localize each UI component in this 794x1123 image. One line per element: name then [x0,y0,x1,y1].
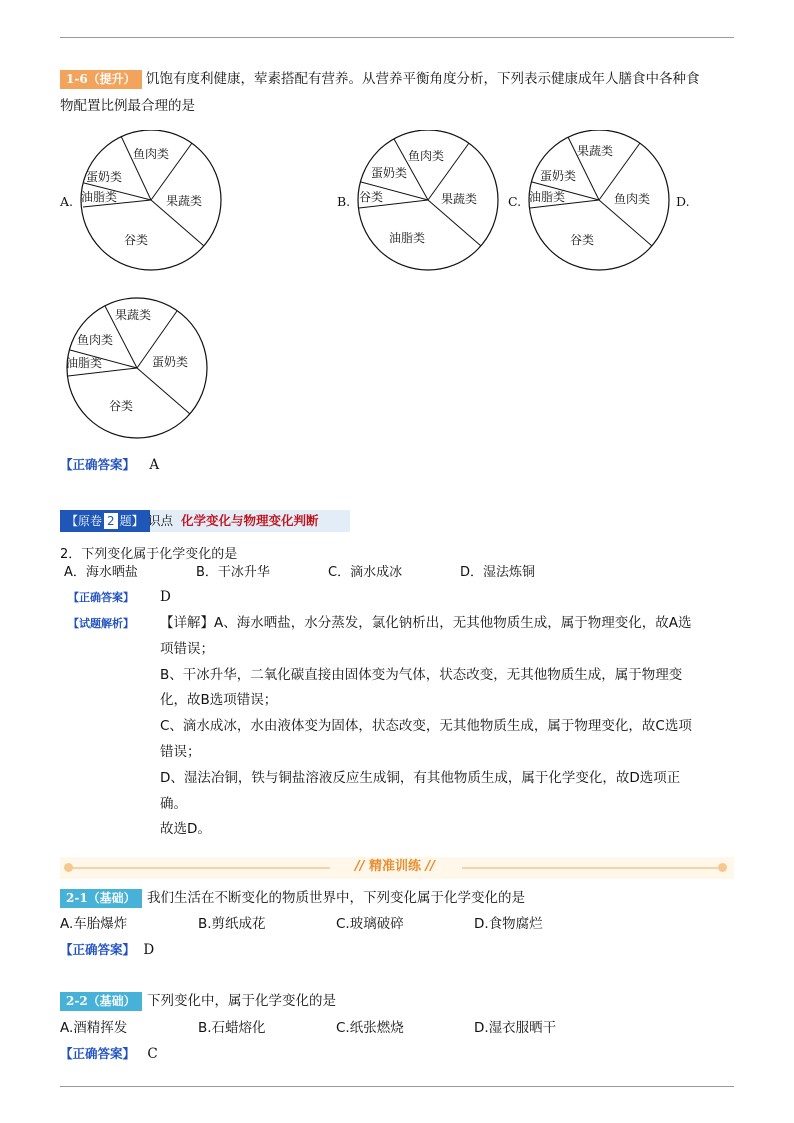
slice-label: 蛋奶类 [152,355,189,369]
slice-label: 果蔬类 [577,144,614,158]
option-d-letter[interactable]: D. [676,194,690,209]
q22-tag: 2-2（基础） [60,992,142,1011]
analysis-line: 化，故B选项错误； [160,692,278,709]
slice-label: 谷类 [359,190,384,204]
slice-label: 谷类 [109,399,134,413]
original-tag-prefix: 【原卷 [66,514,103,528]
answer-row [60,452,159,478]
slice-label: 油脂类 [81,190,118,204]
banner-slash-icon: // [354,859,365,874]
q21-option-d[interactable]: D.食物腐烂 [474,916,543,932]
slice-label: 果蔬类 [441,192,478,206]
option-c-pie-chart[interactable] [524,130,674,278]
slice-label: 谷类 [124,233,149,247]
answer-value: A [149,457,160,473]
q22-answer-label: 【正确答案】 [60,1046,136,1061]
question-tag: 1-6（提升） [60,70,142,89]
q2-option-d[interactable]: D．湿法炼铜 [460,565,536,580]
analysis-line: B、干冰升华，二氧化碳直接由固体变为气体，状态改变，无其他物质生成，属于物理变 [160,666,683,683]
answer-label: 【正确答案】 [60,457,136,472]
knowledge-point-label: 识点 [148,513,174,528]
q22-option-d[interactable]: D.湿衣服晒干 [474,1020,557,1036]
slice-label: 油脂类 [389,231,426,245]
q22-answer-value: C [147,1046,158,1062]
slice-label: 油脂类 [529,190,566,204]
slice-label: 果蔬类 [115,308,152,322]
footer-rule [60,1086,734,1087]
q2-answer-value: D [160,589,171,605]
slice-label: 蛋奶类 [540,169,577,183]
q22-answer-row [60,1041,158,1067]
q21-option-a[interactable]: A.车胎爆炸 [60,916,128,932]
q2-analysis-label-row [68,610,134,637]
q2-option-a[interactable]: A．海水晒盐 [64,565,138,580]
knowledge-point [148,510,319,532]
banner-title-text: 精准训练 [368,859,421,874]
knowledge-point-title: 化学变化与物理变化判断 [181,513,319,528]
banner-slash-icon: // [425,859,436,874]
option-a-letter[interactable]: A. [60,194,74,209]
q21-option-c[interactable]: C.玻璃破碎 [336,916,404,932]
banner-dot-icon [64,863,73,872]
option-a-pie-chart[interactable] [76,130,226,278]
q22-option-a[interactable]: A.酒精挥发 [60,1020,128,1036]
analysis-line: 【详解】A、海水晒盐，水分蒸发，氯化钠析出，无其他物质生成，属于物理变化，故A选 [160,615,692,631]
slice-label: 果蔬类 [166,194,203,208]
slice-label: 鱼肉类 [408,149,445,163]
analysis-line: D、湿法冶铜，铁与铜盐溶液反应生成铜，有其他物质生成，属于化学变化，故D选项正 [160,769,681,786]
analysis-line: C、滴水成冰，水由液体变为固体，状态改变，无其他物质生成，属于物理变化，故C选项 [160,718,692,735]
banner-line-right [462,867,724,869]
q21-answer-row [60,937,154,963]
question-stem-line2: 物配置比例最合理的是 [60,98,195,114]
q21-option-b[interactable]: B.剪纸成花 [198,916,266,932]
section-banner-title [340,857,450,877]
original-tag-suffix: 题】 [119,514,144,528]
q2-answer-label: 【正确答案】 [68,591,134,604]
option-d-pie-chart[interactable] [62,295,212,443]
slice-label: 油脂类 [66,356,103,370]
slice-label: 鱼肉类 [77,333,114,347]
q21-answer-value: D [143,942,155,958]
slice-label: 蛋奶类 [86,170,123,184]
banner-dot-icon [718,863,727,872]
q22-option-c[interactable]: C.纸张燃烧 [336,1020,404,1036]
analysis-line: 故选D。 [160,821,211,838]
analysis-line: 项错误； [160,640,214,657]
q2-stem: 2．下列变化属于化学变化的是 [60,547,238,562]
slice-label: 蛋奶类 [371,166,408,180]
banner-line-left [70,867,330,869]
option-b-letter[interactable]: B. [337,194,351,209]
q2-option-c[interactable]: C．滴水成冰 [328,565,403,580]
original-tag-number: 2 [104,513,118,529]
slice-label: 谷类 [570,233,595,247]
q21-answer-label: 【正确答案】 [60,942,136,957]
q21-tag: 2-1（基础） [60,889,142,908]
q2-analysis-label: 【试题解析】 [68,617,134,630]
q2-analysis-body [160,611,692,843]
q21-stem: 我们生活在不断变化的物质世界中，下列变化属于化学变化的是 [147,890,525,906]
slice-label: 鱼肉类 [614,192,651,206]
q22-option-b[interactable]: B.石蜡熔化 [198,1020,266,1036]
slice-label: 鱼肉类 [133,147,170,161]
header-rule [60,37,734,38]
option-c-letter[interactable]: C. [508,194,522,209]
original-question-tag [60,510,150,532]
question-stem-line1: 饥饱有度利健康，荤素搭配有营养。从营养平衡角度分析，下列表示健康成年人膳食中各种食 [146,71,700,87]
q22-stem: 下列变化中，属于化学变化的是 [147,993,336,1009]
analysis-line: 确。 [160,795,187,812]
option-b-pie-chart[interactable] [353,130,503,278]
q2-answer-row [68,584,134,611]
analysis-line: 错误； [160,743,201,760]
q2-option-b[interactable]: B．干冰升华 [196,565,270,580]
